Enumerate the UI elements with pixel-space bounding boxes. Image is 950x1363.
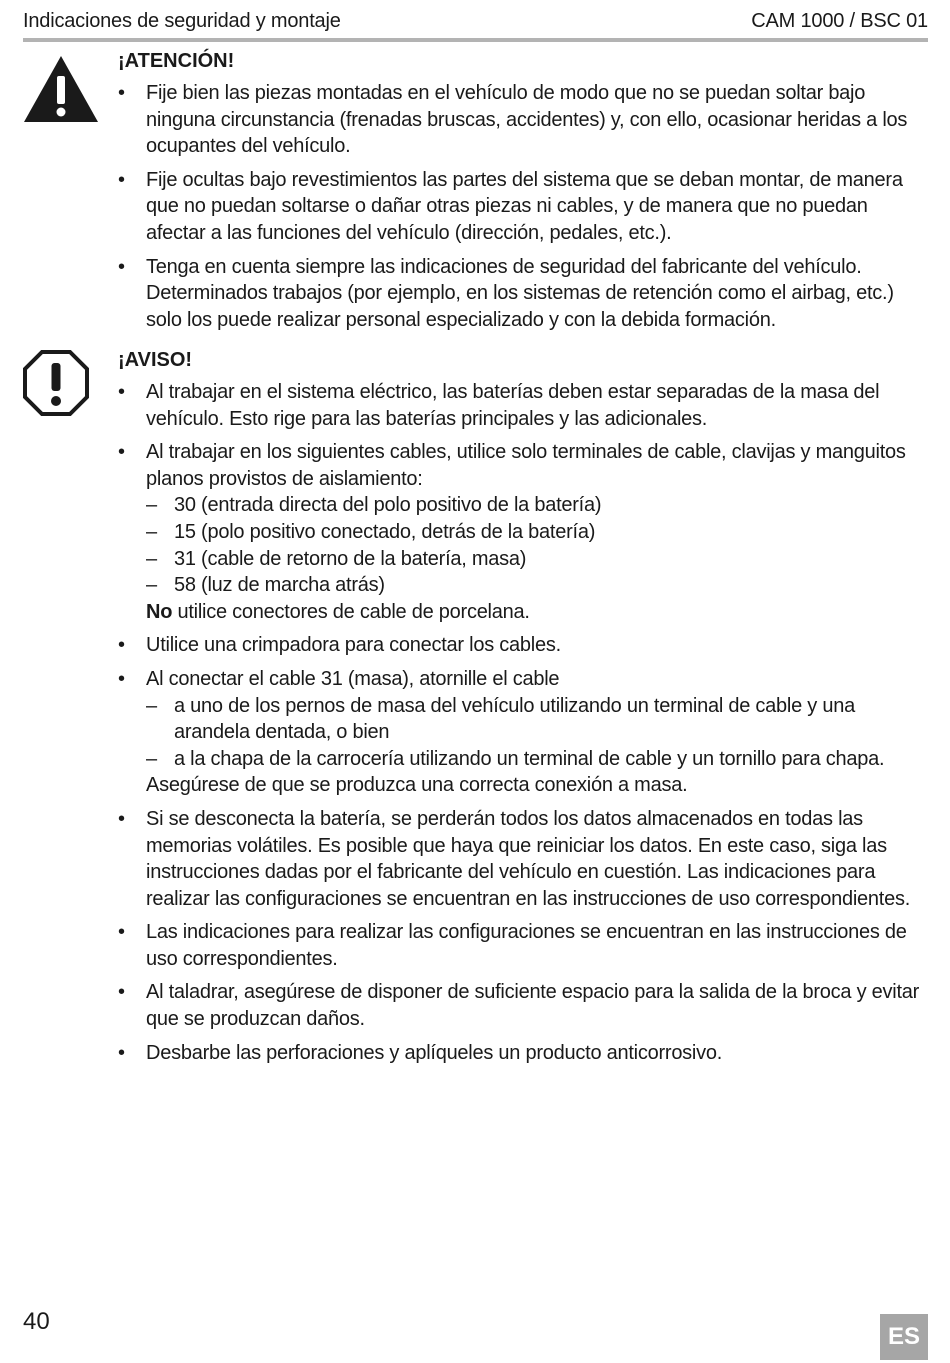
- attention-content: [118, 48, 928, 340]
- warning-triangle-icon: [22, 54, 100, 129]
- sub-list-item: – 15 (polo positivo conectado, detrás de la batería): [146, 519, 928, 546]
- ground-connection-list: [146, 693, 928, 773]
- list-item: • Las indicaciones para realizar las configuraciones se encuentran en las instrucciones de uso correspondientes.: [118, 919, 928, 972]
- list-item-text: Al trabajar en los siguientes cables, utilice solo terminales de cable, clavijas y manguitos planos provistos de aislamiento:: [146, 441, 906, 490]
- header-section-title: Indicaciones de seguridad y montaje: [23, 10, 341, 32]
- page-header: [23, 8, 928, 42]
- list-item: • Utilice una crimpadora para conectar los cables.: [118, 632, 928, 659]
- list-item: • Tenga en cuenta siempre las indicaciones de seguridad del fabricante del vehículo. Determinados trabajos (por ejemplo, en los sistemas de retención como el airbag, etc.) solo los puede realizar personal especializado y con la debida formación.: [118, 254, 928, 334]
- attention-list: [118, 80, 928, 333]
- notice-content: [118, 347, 928, 1073]
- attention-title: ¡ATENCIÓN!: [118, 50, 235, 72]
- porcelain-note: [146, 599, 928, 626]
- list-item: • Fije ocultas bajo revestimientos las partes del sistema que se deban montar, de manera que no puedan soltarse o dañar otras piezas ni cables, y de manera que no puedan afectar a las funciones del vehículo (dirección, pedales, etc.).: [118, 167, 928, 247]
- ground-note: Asegúrese de que se produzca una correcta conexión a masa.: [146, 774, 688, 797]
- list-item: • Al taladrar, asegúrese de disponer de suficiente espacio para la salida de la broca y evitar que se produzcan daños.: [118, 979, 928, 1032]
- sub-list-item: – 30 (entrada directa del polo positivo de la batería): [146, 492, 928, 519]
- list-item-text: Al conectar el cable 31 (masa), atornille el cable: [146, 667, 560, 690]
- header-model-name: CAM 1000 / BSC 01: [751, 10, 928, 32]
- sub-list-item: – a la chapa de la carrocería utilizando un terminal de cable y un tornillo para chapa.: [146, 746, 928, 773]
- list-item: • Fije bien las piezas montadas en el vehículo de modo que no se puedan soltar bajo ninguna circunstancia (frenadas bruscas, accidentes) y, con ello, ocasionar heridas a los ocupantes del vehículo.: [118, 80, 928, 160]
- porcelain-note-bold: No: [146, 600, 173, 623]
- sub-list-item: – a uno de los pernos de masa del vehículo utilizando un terminal de cable y una arandela dentada, o bien: [146, 693, 928, 746]
- sub-list-item: – 31 (cable de retorno de la batería, masa): [146, 546, 928, 573]
- list-item: • Si se desconecta la batería, se perderán todos los datos almacenados en todas las memorias volátiles. Es posible que haya que reiniciar los datos. En este caso, siga las instrucciones dadas por el fabricante del vehículo en cuestión. Las indicaciones para realizar las configuraciones se encuentran en las instrucciones de uso correspondientes.: [118, 806, 928, 912]
- language-badge: ES: [880, 1314, 928, 1360]
- notice-title: ¡AVISO!: [118, 349, 193, 371]
- notice-octagon-icon: [22, 349, 90, 422]
- page-number: 40: [23, 1308, 50, 1335]
- list-item: • Desbarbe las perforaciones y aplíqueles un producto anticorrosivo.: [118, 1040, 928, 1067]
- notice-list: [118, 379, 928, 1066]
- list-item: [118, 439, 928, 625]
- sub-list-item: – 58 (luz de marcha atrás): [146, 572, 928, 599]
- list-item: • Al trabajar en el sistema eléctrico, las baterías deben estar separadas de la masa del vehículo. Esto rige para las baterías principales y las adicionales.: [118, 379, 928, 432]
- cable-terminal-list: [146, 492, 928, 598]
- porcelain-note-rest: utilice conectores de cable de porcelana.: [172, 600, 530, 623]
- list-item: [118, 666, 928, 799]
